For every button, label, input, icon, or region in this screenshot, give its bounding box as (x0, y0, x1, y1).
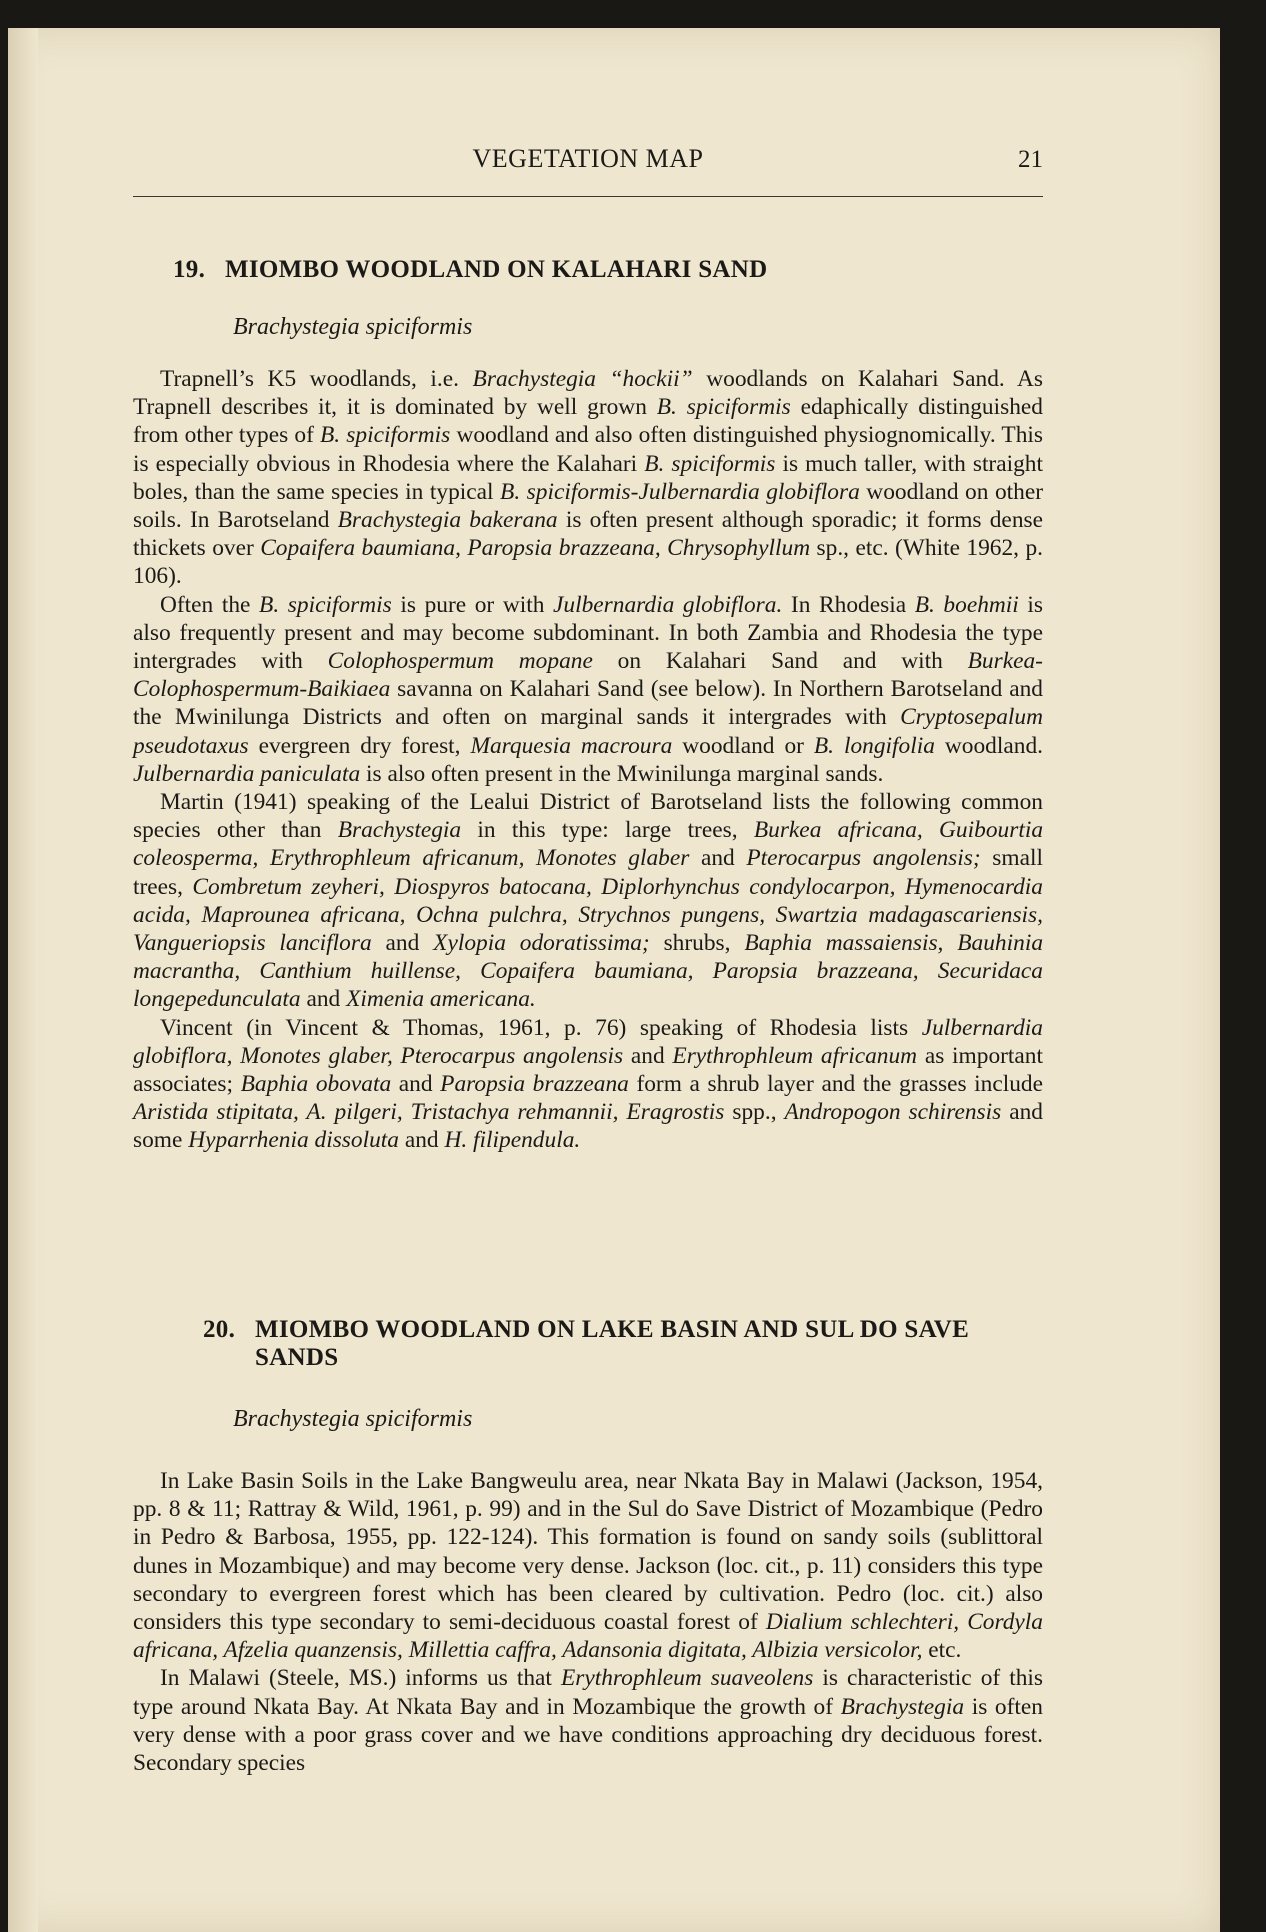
taxon-name: Copaifera baumiana, Paropsia brazzeana, Chrysophyllum (260, 535, 811, 562)
section-species: Brachystegia spiciformis (233, 314, 473, 340)
taxon-name: Dialium schlechteri, Cordyla africana, Afzelia quanzensis, Millettia caffra, Adansonia digitata, Albizia versicolor, (133, 1609, 1043, 1664)
text-run: is much taller, with straight boles, than the same species in typical (133, 450, 1043, 505)
text-run: sp., etc. (White 1962, p. 106). (133, 535, 1043, 590)
text-run: Martin (1941) speaking of the Lealui District of Barotseland lists the following common species other than (133, 789, 1043, 844)
text-run: savanna on Kalahari Sand (see below). In Northern Barotseland and the Mwinilunga Districts and often on marginal sands it intergrades with (133, 676, 1043, 731)
section-title: MIOMBO WOODLAND ON LAKE BASIN AND SUL DO SAVE SANDS (255, 1316, 970, 1371)
taxon-name: B. spiciformis (656, 394, 791, 421)
section-20 (133, 1316, 1043, 1777)
text-run: woodlands on Kalahari Sand. As Trapnell describes it, it is dominated by well grown (133, 366, 1043, 421)
text-run: Often the (160, 591, 260, 618)
taxon-name: Andropogon schirensis (784, 1099, 1002, 1126)
section-heading (203, 1316, 1043, 1372)
text-run: is pure or with (391, 591, 554, 618)
taxon-name: Colophospermum mopane (327, 648, 593, 675)
paragraph (133, 1664, 1043, 1777)
running-title: VEGETATION MAP (472, 144, 704, 173)
taxon-name: B. spiciformis (259, 591, 392, 618)
text-run: on Kalahari Sand and with (592, 648, 968, 675)
page-number: 21 (1018, 146, 1043, 173)
text-run: is also often present in the Mwinilunga marginal sands. (360, 760, 884, 787)
text-run: and (371, 930, 434, 957)
text-run: and (300, 986, 347, 1013)
text-run: woodland or (672, 732, 814, 759)
text-run: in this type: large trees, (461, 817, 754, 844)
header-rule (133, 196, 1043, 197)
paragraph (133, 591, 1043, 788)
page-edge (8, 28, 38, 1932)
text-run: is often very dense with a poor grass cover and we have conditions approaching dry deciduous forest. Secondary species (133, 1693, 1043, 1777)
text-run: Trapnell’s K5 woodlands, i.e. (160, 366, 473, 392)
text-run: is characteristic of this type around Nkata Bay. At Nkata Bay and in Mozambique the growth of (133, 1665, 1044, 1720)
section-number: 19. (173, 256, 206, 283)
section-species: Brachystegia spiciformis (233, 1406, 473, 1432)
taxon-name: Erythrophleum africanum (672, 1042, 918, 1069)
text-run: and (623, 1042, 673, 1069)
taxon-name: B. spiciformis (320, 422, 451, 449)
text-run: woodland. (934, 732, 1043, 759)
text-run: and (398, 1127, 445, 1154)
taxon-name: H. filipendula. (444, 1127, 581, 1154)
text-run: woodland on other soils. In Barotseland (133, 478, 1044, 534)
section-number: 20. (203, 1316, 236, 1343)
taxon-name: B. spiciformis-Julbernardia globiflora (500, 478, 860, 505)
text-run: and (689, 845, 747, 872)
taxon-name: Julbernardia globiflora, Monotes glaber, Pterocarpus angolensis (133, 1014, 1043, 1069)
taxon-name: Pterocarpus angolensis; (746, 845, 981, 872)
text-run: evergreen dry forest, (248, 732, 471, 759)
text-run: edaphically distinguished from other types of (133, 394, 1043, 449)
section-heading (173, 256, 1043, 284)
taxon-name: Julbernardia paniculata (133, 760, 361, 787)
running-head (133, 140, 1043, 180)
taxon-name: B. spiciformis (644, 450, 776, 477)
text-run: spp., (724, 1099, 785, 1126)
text-run: shrubs, (649, 930, 745, 957)
text-run: In Rhodesia (782, 591, 915, 618)
taxon-name: Burkea africana, Guibourtia coleosperma, Erythrophleum africanum, Monotes glaber (133, 817, 1044, 872)
text-run: small trees, (133, 845, 1043, 900)
taxon-name: B. boehmii (914, 591, 1019, 618)
text-run: Vincent (in Vincent & Thomas, 1961, p. 76) speaking of Rhodesia lists (160, 1014, 922, 1041)
taxon-name: Baphia obovata (240, 1071, 392, 1098)
taxon-name: Ximenia americana. (346, 986, 536, 1013)
text-run: is also frequently present and may become subdominant. In both Zambia and Rhodesia the type intergrades with (133, 591, 1044, 675)
paragraph (133, 1014, 1043, 1155)
paragraph (133, 1467, 1043, 1664)
text-run: and (391, 1071, 441, 1098)
taxon-name: B. longifolia (813, 732, 935, 759)
taxon-name: Erythrophleum suaveolens (560, 1665, 814, 1692)
taxon-name: Brachystegia (840, 1693, 965, 1720)
taxon-name: Brachystegia (337, 817, 462, 844)
section-body (133, 1467, 1043, 1777)
taxon-name: Burkea-Colophospermum-Baikiaea (133, 648, 1043, 703)
taxon-name: Julbernardia globiflora. (553, 591, 783, 618)
section-body (133, 365, 1043, 1155)
taxon-name: Brachystegia “hockii” (472, 366, 693, 392)
page (8, 28, 1220, 1932)
section-title: MIOMBO WOODLAND ON KALAHARI SAND (225, 256, 768, 283)
taxon-name: Cryptosepalum pseudotaxus (133, 704, 1043, 759)
text-run: etc. (922, 1637, 962, 1664)
text-run: form a shrub layer and the grasses include (628, 1071, 1044, 1098)
text-run: and some (133, 1099, 1043, 1154)
section-19 (133, 256, 1043, 1155)
taxon-name: Hyparrhenia dissoluta (188, 1127, 399, 1154)
text-run: as important associates; (133, 1042, 1044, 1098)
paragraph (133, 365, 1043, 591)
text-run: woodland and also often distinguished physiognomically. This is especially obvious in Rhodesia where the Kalahari (133, 422, 1043, 477)
text-run: In Lake Basin Soils in the Lake Bangweulu area, near Nkata Bay in Malawi (Jackson, 1954, pp. 8 & 11; Rattray & Wild, 1961, p. 99) and in the Sul do Save District of Mozambique (Pedro in Pedro & Barbosa, 1955, pp. 122-124). This formation is found on sandy soils (sublittoral dunes in Mozambique) and may become very dense. Jackson (loc. cit., p. 11) considers this type secondary to evergreen forest which has been cleared by cultivation. Pedro (loc. cit.) also considers this type secondary to semi-deciduous coastal forest of (133, 1468, 1043, 1636)
taxon-name: Xylopia odoratissima; (433, 930, 650, 957)
text-run: In Malawi (Steele, MS.) informs us that (160, 1665, 561, 1692)
taxon-name: Aristida stipitata, A. pilgeri, Tristachya rehmannii, Eragrostis (133, 1099, 725, 1126)
taxon-name: Marquesia macroura (470, 732, 673, 759)
text-run: is often present although sporadic; it forms dense thickets over (133, 507, 1043, 562)
taxon-name: Baphia massaiensis, Bauhinia macrantha, Canthium huillense, Copaifera baumiana, Paropsia brazzeana, Securidaca longepedunculata (133, 930, 1044, 1013)
taxon-name: Combretum zeyheri, Diospyros batocana, Diplorhynchus condylocarpon, Hymenocardia acida, Maprounea africana, Ochna pulchra, Strychnos pungens, Swartzia madagascariensis, Vangueriopsis lanciflora (133, 873, 1043, 957)
taxon-name: Brachystegia bakerana (337, 507, 558, 534)
paragraph (133, 788, 1043, 1014)
taxon-name: Paropsia brazzeana (440, 1071, 629, 1098)
